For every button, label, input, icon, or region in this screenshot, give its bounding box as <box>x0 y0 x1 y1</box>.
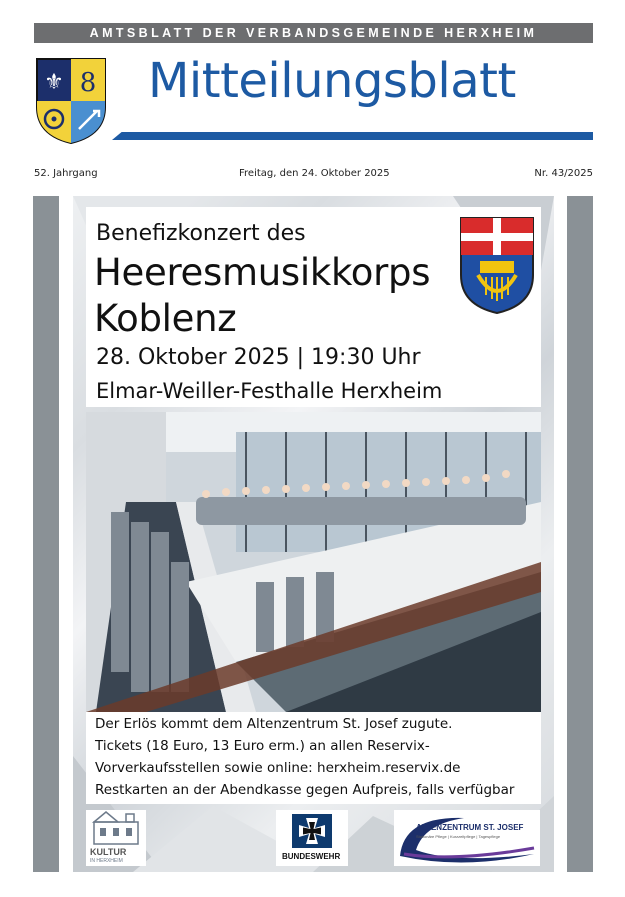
right-side-bar <box>567 196 593 872</box>
kultur-logo <box>86 810 146 866</box>
svg-text:⚜: ⚜ <box>44 70 64 95</box>
altenzentrum-logo-text: ALTENZENTRUM ST. JOSEF <box>416 823 524 832</box>
page-title: Mitteilungsblatt <box>148 53 516 109</box>
orchestra-photo <box>86 412 541 712</box>
poster-info-panel <box>86 712 541 804</box>
left-side-bar <box>33 196 59 872</box>
title-underline <box>112 132 593 140</box>
military-music-corps-crest-icon <box>458 215 536 315</box>
info-line-1: Der Erlös kommt dem Altenzentrum St. Josef zugute. <box>95 716 453 732</box>
issue-date: Freitag, den 24. Oktober 2025 <box>239 168 390 179</box>
kultur-logo-subtext: IN HERXHEIM <box>90 858 123 864</box>
herxheim-coat-of-arms-icon <box>35 57 107 145</box>
poster-headline-panel <box>86 207 541 407</box>
gazette-banner: AMTSBLATT DER VERBANDSGEMEINDE HERXHEIM <box>34 23 593 43</box>
poster-title-line2: Koblenz <box>94 297 237 340</box>
altenzentrum-logo-subtext: Stationäre Pflege | Kurzzeitpflege | Tagespflege <box>416 834 501 839</box>
info-line-2: Tickets (18 Euro, 13 Euro erm.) an allen Reservix- <box>95 738 430 754</box>
kultur-building-icon <box>86 810 146 846</box>
altenzentrum-logo <box>394 810 540 866</box>
kultur-logo-text: KULTUR <box>90 847 127 857</box>
info-line-3: Vorverkaufsstellen sowie online: herxheim.reservix.de <box>95 760 461 776</box>
poster-datetime: 28. Oktober 2025 | 19:30 Uhr <box>96 345 421 370</box>
poster-subtitle: Benefizkonzert des <box>96 221 306 246</box>
poster-title-line1: Heeresmusikkorps <box>94 251 431 294</box>
bundeswehr-logo <box>276 810 348 866</box>
svg-text:8: 8 <box>79 68 97 98</box>
issue-number: Nr. 43/2025 <box>534 168 593 179</box>
info-line-4: Restkarten an der Abendkasse gegen Aufpreis, falls verfügbar <box>95 782 515 798</box>
iron-cross-icon <box>292 814 332 848</box>
bundeswehr-logo-text: BUNDESWEHR <box>282 852 341 861</box>
poster-venue: Elmar-Weiller-Festhalle Herxheim <box>96 379 443 403</box>
volume-label: 52. Jahrgang <box>34 168 98 179</box>
